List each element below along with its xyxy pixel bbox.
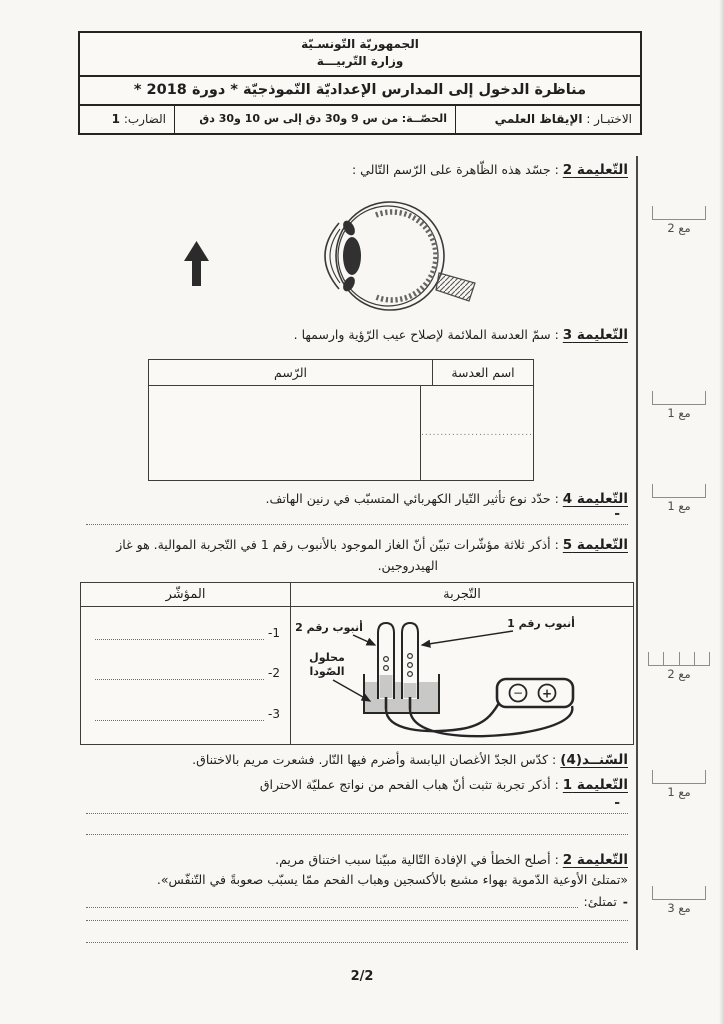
scoring-bracket bbox=[652, 770, 706, 784]
experiment-diagram-cell bbox=[290, 607, 633, 744]
scoring-label: مع 1 bbox=[667, 406, 691, 420]
eye-diagram bbox=[155, 196, 495, 318]
battery-minus-sign: − bbox=[512, 686, 524, 700]
session-value: من س 9 و30 دق إلى س 10 و30 دق bbox=[199, 111, 399, 125]
indicator-number: 1- bbox=[268, 626, 280, 641]
object-arrow-icon bbox=[184, 241, 209, 286]
lens-answer-table bbox=[148, 359, 534, 481]
correction-answer-row bbox=[86, 894, 628, 911]
exam-coefficient-cell bbox=[80, 106, 175, 133]
statement-quote: «تمتلئ الأوعية الدّموية بهواء مشبع بالأكسجين وهباب الفحم ممّا يسبّب صعوبةً في التّنفّس». bbox=[156, 872, 628, 887]
experiment-col-header: التّجربة bbox=[290, 583, 633, 606]
scoring-mark-3 bbox=[652, 484, 706, 513]
ministry-name: وزارة التّربيـــة bbox=[316, 54, 404, 69]
scoring-mark-6 bbox=[652, 886, 706, 915]
indicator-row-2 bbox=[95, 666, 280, 680]
scoring-label: مع 1 bbox=[667, 499, 691, 513]
instruction-b1-line bbox=[86, 776, 628, 794]
content-margin-rule bbox=[636, 156, 638, 950]
indicator-number: 2- bbox=[268, 666, 280, 681]
instruction-b1-text: : أذكر تجربة تثبت أنّ هباب الفحم من نواتج عمليّة الاحتراق bbox=[259, 777, 559, 792]
answer-blank bbox=[95, 627, 264, 640]
exam-label: الاختبـار : bbox=[586, 111, 632, 126]
scoring-bracket bbox=[652, 886, 706, 900]
scoring-mark-5 bbox=[652, 770, 706, 799]
tube-2-liquid bbox=[380, 675, 393, 698]
indicator-col-header: المؤشّر bbox=[165, 587, 206, 602]
answer-blank bbox=[95, 708, 264, 721]
instruction-b2-line bbox=[86, 851, 628, 869]
indicator-row-1 bbox=[95, 626, 280, 640]
scoring-label: مع 1 bbox=[667, 785, 691, 799]
answer-line bbox=[86, 524, 628, 525]
answer-blank: ............................. bbox=[421, 428, 533, 438]
scoring-bracket bbox=[652, 484, 706, 498]
support-4-label: السّنــد(4) bbox=[560, 752, 628, 768]
answer-dash: - bbox=[622, 894, 628, 909]
lens-table-header bbox=[149, 360, 533, 386]
republic-name: الجمهوريّة التّونسـيّة bbox=[301, 37, 419, 51]
scoring-label: مع 2 bbox=[667, 221, 691, 235]
page-number: 2/2 bbox=[350, 969, 374, 984]
lens-shape bbox=[343, 237, 361, 275]
support-4-text: : كدّس الجدّ الأغصان اليابسة وأضرم فيها النّار. فشعرت مريم بالاختناق. bbox=[192, 752, 557, 767]
tube-1-arrow bbox=[422, 631, 513, 645]
instruction-5-line bbox=[86, 536, 628, 554]
exam-header-box bbox=[78, 31, 642, 135]
tube-2-label: أنبوب رقم 2 bbox=[295, 621, 363, 634]
lens-drawing-answer-cell bbox=[149, 386, 420, 480]
instruction-4-text: : حدّد نوع تأثير التّيار الكهربائي المتسبّب في رنين الهاتف. bbox=[265, 491, 559, 506]
session-label: الحصّــة: bbox=[401, 111, 447, 125]
answer-blank bbox=[95, 667, 264, 680]
electrolysis-diagram bbox=[291, 607, 633, 740]
instruction-2-line bbox=[86, 161, 628, 179]
lens-table-body bbox=[149, 386, 533, 480]
optic-nerve bbox=[436, 273, 475, 301]
scoring-mark-4 bbox=[648, 652, 710, 681]
instruction-4-label: التّعليمة 4 bbox=[562, 491, 628, 507]
instruction-5-label: التّعليمة 5 bbox=[562, 537, 628, 553]
answer-dash: - bbox=[614, 506, 620, 522]
experiment-table-body bbox=[81, 607, 633, 744]
instruction-b2-label: التّعليمة 2 bbox=[562, 852, 628, 868]
retina-hatched-ring bbox=[376, 212, 436, 300]
answer-line bbox=[86, 942, 628, 943]
instruction-2-text: : جسّد هذه الظّاهرة على الرّسم التّالي : bbox=[351, 162, 559, 177]
scoring-bracket bbox=[652, 391, 706, 405]
solution-label-1: محلول bbox=[309, 651, 345, 664]
scoring-mark-2 bbox=[652, 391, 706, 420]
answer-line bbox=[86, 920, 628, 921]
experiment-table bbox=[80, 582, 634, 745]
exam-title: مناظرة الدخول إلى المدارس الإعداديّة النّموذجيّة * دورة 2018 * bbox=[80, 77, 640, 106]
indicator-row-3 bbox=[95, 707, 280, 721]
indicator-number: 3- bbox=[268, 706, 280, 721]
indicator-answer-cell bbox=[81, 607, 290, 744]
lens-name-answer-cell bbox=[420, 386, 533, 480]
instruction-3-line bbox=[86, 326, 628, 344]
instruction-2-label: التّعليمة 2 bbox=[562, 162, 628, 178]
tube-2-arrow bbox=[353, 635, 375, 645]
tube-1-label: أنبوب رقم 1 bbox=[507, 617, 575, 630]
battery-icon bbox=[497, 679, 573, 707]
scoring-bracket-4cells bbox=[648, 652, 710, 666]
battery-plus-sign: + bbox=[541, 686, 553, 701]
authority-block bbox=[80, 33, 640, 77]
answer-blank bbox=[86, 895, 578, 908]
instruction-5-text: : أذكر ثلاثة مؤشّرات تبيّن أنّ الغاز الموجود بالأنبوب رقم 1 في التّجربة الموالية. هو غاز bbox=[116, 537, 559, 552]
correction-answer-prefix: تمتلئ: bbox=[583, 894, 617, 909]
answer-dash: - bbox=[614, 795, 620, 811]
scoring-label: مع 2 bbox=[667, 667, 691, 681]
exam-value: الإيقاظ العلمي bbox=[494, 111, 583, 126]
coefficient-value: 1 bbox=[111, 111, 120, 126]
instruction-5-text-2: الهيدروجين. bbox=[377, 558, 438, 573]
eye-cross-section bbox=[325, 202, 475, 310]
exam-subject-cell bbox=[456, 106, 640, 133]
exam-info-row bbox=[80, 106, 640, 133]
answer-line bbox=[86, 834, 628, 835]
support-4-line bbox=[86, 751, 628, 769]
instruction-b2-text: : أصلح الخطأ في الإفادة التّالية مبيّنا سبب اختناق مريم. bbox=[275, 852, 559, 867]
scoring-label: مع 3 bbox=[667, 901, 691, 915]
lens-name-header: اسم العدسة bbox=[432, 360, 533, 385]
experiment-table-header bbox=[81, 583, 633, 607]
instruction-3-text: : سمّ العدسة الملائمة لإصلاح عيب الرّؤية وارسمها . bbox=[293, 327, 559, 342]
tube-1-liquid bbox=[404, 683, 417, 698]
lens-drawing-header: الرّسم bbox=[274, 365, 307, 380]
instruction-4-line bbox=[86, 490, 628, 508]
instruction-3-label: التّعليمة 3 bbox=[562, 327, 628, 343]
solution-label-2: الصّودا bbox=[309, 665, 345, 678]
scoring-bracket bbox=[652, 206, 706, 220]
instruction-b1-label: التّعليمة 1 bbox=[562, 777, 628, 793]
scoring-mark-1 bbox=[652, 206, 706, 235]
answer-line bbox=[86, 813, 628, 814]
exam-session-cell bbox=[175, 106, 456, 133]
coefficient-label: الضارب: bbox=[123, 111, 166, 126]
